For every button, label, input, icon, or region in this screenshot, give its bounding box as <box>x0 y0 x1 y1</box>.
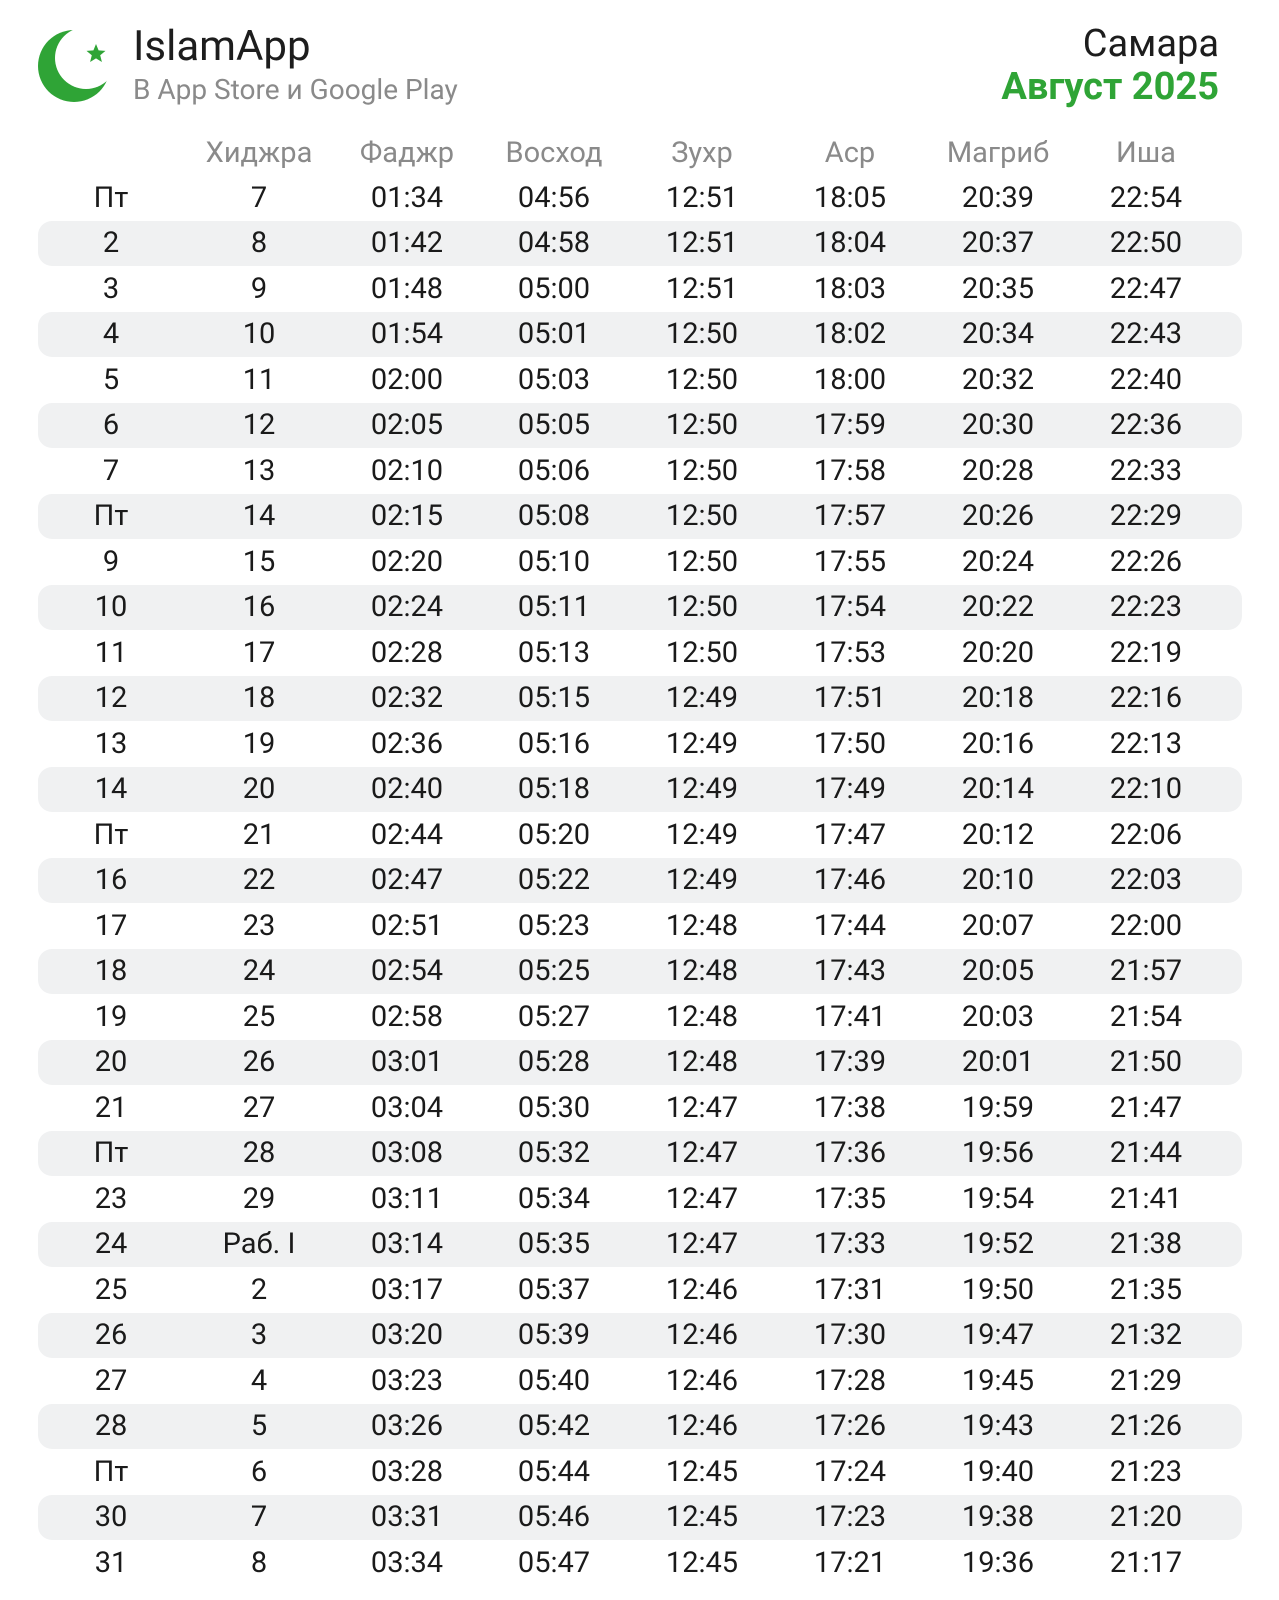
cell-maghrib: 20:26 <box>961 499 1035 534</box>
cell-dhuhr: 12:47 <box>665 1181 739 1216</box>
cell-day: Пт <box>93 499 129 534</box>
cell-sunrise: 05:44 <box>517 1454 591 1489</box>
cell-sunrise: 05:46 <box>517 1500 591 1535</box>
cell-hijri: 7 <box>250 1500 268 1535</box>
table-row <box>38 1313 1242 1359</box>
cell-asr: 17:54 <box>813 590 887 625</box>
table-row <box>38 1267 1242 1313</box>
header-sunrise: Восход <box>505 135 603 170</box>
cell-asr: 17:51 <box>813 681 887 716</box>
cell-dhuhr: 12:50 <box>665 499 739 534</box>
table-row <box>38 949 1242 995</box>
cell-isha: 22:03 <box>1109 863 1183 898</box>
cell-day: Пт <box>93 817 129 852</box>
cell-isha: 22:06 <box>1109 817 1183 852</box>
table-row <box>38 903 1242 949</box>
table-row <box>38 994 1242 1040</box>
cell-dhuhr: 12:50 <box>665 317 739 352</box>
cell-asr: 17:31 <box>813 1272 887 1307</box>
cell-maghrib: 20:22 <box>961 590 1035 625</box>
cell-hijri: 8 <box>250 226 268 261</box>
cell-day: 11 <box>94 635 128 670</box>
cell-isha: 22:26 <box>1109 544 1183 579</box>
table-row <box>38 266 1242 312</box>
cell-day: 21 <box>94 1090 128 1125</box>
cell-maghrib: 20:18 <box>961 681 1035 716</box>
table-row <box>38 721 1242 767</box>
cell-fajr: 01:42 <box>370 226 444 261</box>
cell-fajr: 03:17 <box>370 1272 444 1307</box>
cell-maghrib: 19:47 <box>961 1318 1035 1353</box>
app-title: IslamApp <box>133 22 311 71</box>
cell-hijri: 24 <box>242 954 276 989</box>
table-row <box>38 1085 1242 1131</box>
cell-fajr: 03:20 <box>370 1318 444 1353</box>
cell-hijri: Раб. I <box>222 1227 296 1262</box>
cell-day: 31 <box>94 1545 128 1580</box>
cell-asr: 17:53 <box>813 635 887 670</box>
cell-fajr: 03:01 <box>370 1045 444 1080</box>
cell-day: 2 <box>102 226 120 261</box>
cell-maghrib: 19:54 <box>961 1181 1035 1216</box>
cell-day: 17 <box>94 908 128 943</box>
cell-day: Пт <box>93 1454 129 1489</box>
cell-hijri: 12 <box>242 408 276 443</box>
table-row <box>38 1222 1242 1268</box>
cell-fajr: 02:58 <box>370 999 444 1034</box>
cell-hijri: 10 <box>242 317 276 352</box>
cell-day: 28 <box>94 1409 128 1444</box>
cell-sunrise: 05:42 <box>517 1409 591 1444</box>
table-row <box>38 312 1242 358</box>
cell-sunrise: 05:23 <box>517 908 591 943</box>
cell-isha: 22:43 <box>1109 317 1183 352</box>
header-asr: Аср <box>824 135 876 170</box>
cell-maghrib: 19:40 <box>961 1454 1035 1489</box>
cell-maghrib: 19:59 <box>961 1090 1035 1125</box>
cell-hijri: 15 <box>242 544 276 579</box>
cell-sunrise: 05:05 <box>517 408 591 443</box>
cell-day: 14 <box>94 772 128 807</box>
header-isha: Иша <box>1116 135 1176 170</box>
cell-day: 26 <box>94 1318 128 1353</box>
cell-dhuhr: 12:48 <box>665 999 739 1034</box>
cell-hijri: 29 <box>242 1181 276 1216</box>
cell-isha: 22:13 <box>1109 726 1183 761</box>
cell-asr: 18:02 <box>813 317 887 352</box>
cell-dhuhr: 12:48 <box>665 954 739 989</box>
cell-isha: 21:41 <box>1109 1181 1183 1216</box>
table-row <box>38 1404 1242 1450</box>
table-row <box>38 1358 1242 1404</box>
cell-fajr: 03:28 <box>370 1454 444 1489</box>
cell-sunrise: 05:34 <box>517 1181 591 1216</box>
cell-day: 16 <box>94 863 128 898</box>
cell-day: 20 <box>94 1045 128 1080</box>
cell-dhuhr: 12:47 <box>665 1136 739 1171</box>
cell-asr: 17:24 <box>813 1454 887 1489</box>
cell-hijri: 23 <box>242 908 276 943</box>
table-body <box>38 175 1242 1586</box>
table-row <box>38 630 1242 676</box>
cell-dhuhr: 12:51 <box>665 271 739 306</box>
cell-maghrib: 20:32 <box>961 362 1035 397</box>
cell-dhuhr: 12:46 <box>665 1409 739 1444</box>
cell-day: 23 <box>94 1181 128 1216</box>
cell-fajr: 01:48 <box>370 271 444 306</box>
cell-asr: 18:05 <box>813 180 887 215</box>
table-row <box>38 539 1242 585</box>
cell-maghrib: 20:24 <box>961 544 1035 579</box>
table-row <box>38 858 1242 904</box>
cell-isha: 21:57 <box>1109 954 1183 989</box>
table-row <box>38 403 1242 449</box>
cell-isha: 21:44 <box>1109 1136 1183 1171</box>
cell-fajr: 02:47 <box>370 863 444 898</box>
cell-fajr: 02:54 <box>370 954 444 989</box>
cell-isha: 22:50 <box>1109 226 1183 261</box>
cell-day: 19 <box>94 999 128 1034</box>
cell-sunrise: 05:03 <box>517 362 591 397</box>
cell-asr: 17:30 <box>813 1318 887 1353</box>
cell-hijri: 14 <box>242 499 276 534</box>
cell-asr: 17:59 <box>813 408 887 443</box>
table-row <box>38 1176 1242 1222</box>
cell-maghrib: 20:07 <box>961 908 1035 943</box>
cell-isha: 21:26 <box>1109 1409 1183 1444</box>
cell-sunrise: 05:40 <box>517 1363 591 1398</box>
cell-sunrise: 05:06 <box>517 453 591 488</box>
cell-dhuhr: 12:50 <box>665 362 739 397</box>
cell-day: 27 <box>94 1363 128 1398</box>
cell-dhuhr: 12:48 <box>665 1045 739 1080</box>
cell-maghrib: 20:14 <box>961 772 1035 807</box>
cell-isha: 21:20 <box>1109 1500 1183 1535</box>
cell-isha: 22:36 <box>1109 408 1183 443</box>
cell-day: Пт <box>93 180 129 215</box>
table-row <box>38 221 1242 267</box>
cell-day: 30 <box>94 1500 128 1535</box>
cell-isha: 21:29 <box>1109 1363 1183 1398</box>
header <box>0 0 1279 130</box>
cell-fajr: 02:00 <box>370 362 444 397</box>
cell-maghrib: 20:30 <box>961 408 1035 443</box>
cell-sunrise: 05:37 <box>517 1272 591 1307</box>
cell-isha: 22:29 <box>1109 499 1183 534</box>
cell-asr: 17:38 <box>813 1090 887 1125</box>
header-dhuhr: Зухр <box>671 135 733 170</box>
table-row <box>38 494 1242 540</box>
city-name: Самара <box>1082 22 1219 66</box>
cell-sunrise: 05:25 <box>517 954 591 989</box>
cell-day: 24 <box>94 1227 128 1262</box>
cell-hijri: 9 <box>250 271 268 306</box>
cell-isha: 22:10 <box>1109 772 1183 807</box>
cell-maghrib: 20:16 <box>961 726 1035 761</box>
cell-isha: 22:33 <box>1109 453 1183 488</box>
cell-day: 6 <box>102 408 120 443</box>
cell-fajr: 03:08 <box>370 1136 444 1171</box>
cell-sunrise: 05:30 <box>517 1090 591 1125</box>
cell-asr: 17:41 <box>813 999 887 1034</box>
cell-fajr: 02:15 <box>370 499 444 534</box>
cell-hijri: 6 <box>250 1454 268 1489</box>
table-row <box>38 1540 1242 1586</box>
cell-day: Пт <box>93 1136 129 1171</box>
cell-isha: 22:00 <box>1109 908 1183 943</box>
cell-asr: 17:26 <box>813 1409 887 1444</box>
cell-day: 13 <box>94 726 128 761</box>
cell-dhuhr: 12:45 <box>665 1454 739 1489</box>
table-row <box>38 1131 1242 1177</box>
crescent-star-icon <box>36 26 116 106</box>
header-fajr: Фаджр <box>359 135 455 170</box>
cell-maghrib: 20:03 <box>961 999 1035 1034</box>
cell-maghrib: 20:12 <box>961 817 1035 852</box>
cell-maghrib: 19:56 <box>961 1136 1035 1171</box>
cell-asr: 18:00 <box>813 362 887 397</box>
cell-hijri: 8 <box>250 1545 268 1580</box>
cell-sunrise: 05:32 <box>517 1136 591 1171</box>
table-header <box>38 130 1242 175</box>
cell-dhuhr: 12:49 <box>665 772 739 807</box>
cell-sunrise: 05:01 <box>517 317 591 352</box>
cell-sunrise: 05:11 <box>517 590 591 625</box>
table-row <box>38 448 1242 494</box>
cell-dhuhr: 12:47 <box>665 1090 739 1125</box>
cell-asr: 17:46 <box>813 863 887 898</box>
cell-asr: 18:04 <box>813 226 887 261</box>
cell-dhuhr: 12:49 <box>665 681 739 716</box>
cell-day: 4 <box>102 317 120 352</box>
cell-dhuhr: 12:47 <box>665 1227 739 1262</box>
cell-dhuhr: 12:48 <box>665 908 739 943</box>
cell-hijri: 25 <box>242 999 276 1034</box>
cell-sunrise: 05:08 <box>517 499 591 534</box>
cell-hijri: 28 <box>242 1136 276 1171</box>
cell-sunrise: 05:13 <box>517 635 591 670</box>
cell-fajr: 03:23 <box>370 1363 444 1398</box>
cell-sunrise: 05:16 <box>517 726 591 761</box>
cell-day: 10 <box>94 590 128 625</box>
cell-maghrib: 20:28 <box>961 453 1035 488</box>
cell-fajr: 02:51 <box>370 908 444 943</box>
cell-fajr: 03:14 <box>370 1227 444 1262</box>
header-hijri: Хиджра <box>205 135 313 170</box>
cell-isha: 22:16 <box>1109 681 1183 716</box>
cell-isha: 22:40 <box>1109 362 1183 397</box>
cell-dhuhr: 12:51 <box>665 180 739 215</box>
cell-hijri: 18 <box>242 681 276 716</box>
table-row <box>38 676 1242 722</box>
cell-sunrise: 05:35 <box>517 1227 591 1262</box>
cell-maghrib: 20:05 <box>961 954 1035 989</box>
cell-sunrise: 04:58 <box>517 226 591 261</box>
cell-dhuhr: 12:51 <box>665 226 739 261</box>
cell-maghrib: 20:10 <box>961 863 1035 898</box>
cell-dhuhr: 12:50 <box>665 590 739 625</box>
table-row <box>38 1495 1242 1541</box>
cell-maghrib: 20:35 <box>961 271 1035 306</box>
cell-asr: 17:36 <box>813 1136 887 1171</box>
cell-sunrise: 05:27 <box>517 999 591 1034</box>
cell-maghrib: 19:50 <box>961 1272 1035 1307</box>
cell-asr: 17:49 <box>813 772 887 807</box>
cell-fajr: 01:34 <box>370 180 444 215</box>
cell-dhuhr: 12:46 <box>665 1272 739 1307</box>
cell-fajr: 03:04 <box>370 1090 444 1125</box>
cell-maghrib: 19:45 <box>961 1363 1035 1398</box>
cell-dhuhr: 12:49 <box>665 726 739 761</box>
cell-fajr: 03:11 <box>370 1181 444 1216</box>
cell-dhuhr: 12:45 <box>665 1545 739 1580</box>
table-row <box>38 175 1242 221</box>
cell-dhuhr: 12:46 <box>665 1363 739 1398</box>
cell-fajr: 02:40 <box>370 772 444 807</box>
table-row <box>38 585 1242 631</box>
cell-hijri: 26 <box>242 1045 276 1080</box>
cell-isha: 21:32 <box>1109 1318 1183 1353</box>
prayer-times-table <box>38 130 1242 1586</box>
cell-asr: 17:43 <box>813 954 887 989</box>
table-row <box>38 1449 1242 1495</box>
cell-asr: 17:35 <box>813 1181 887 1216</box>
cell-dhuhr: 12:49 <box>665 817 739 852</box>
cell-sunrise: 05:47 <box>517 1545 591 1580</box>
cell-hijri: 2 <box>250 1272 268 1307</box>
cell-isha: 22:54 <box>1109 180 1183 215</box>
cell-dhuhr: 12:45 <box>665 1500 739 1535</box>
cell-asr: 17:58 <box>813 453 887 488</box>
cell-hijri: 4 <box>250 1363 268 1398</box>
cell-day: 7 <box>102 453 120 488</box>
cell-sunrise: 05:00 <box>517 271 591 306</box>
table-row <box>38 357 1242 403</box>
cell-isha: 21:50 <box>1109 1045 1183 1080</box>
cell-isha: 22:47 <box>1109 271 1183 306</box>
cell-fajr: 02:10 <box>370 453 444 488</box>
cell-hijri: 7 <box>250 180 268 215</box>
cell-dhuhr: 12:50 <box>665 408 739 443</box>
cell-day: 9 <box>102 544 120 579</box>
cell-fajr: 02:44 <box>370 817 444 852</box>
cell-asr: 17:50 <box>813 726 887 761</box>
cell-maghrib: 20:01 <box>961 1045 1035 1080</box>
cell-maghrib: 19:38 <box>961 1500 1035 1535</box>
cell-maghrib: 20:39 <box>961 180 1035 215</box>
cell-sunrise: 05:22 <box>517 863 591 898</box>
cell-hijri: 21 <box>242 817 276 852</box>
cell-fajr: 02:32 <box>370 681 444 716</box>
cell-hijri: 27 <box>242 1090 276 1125</box>
cell-maghrib: 20:20 <box>961 635 1035 670</box>
cell-asr: 17:39 <box>813 1045 887 1080</box>
cell-dhuhr: 12:50 <box>665 453 739 488</box>
cell-isha: 21:23 <box>1109 1454 1183 1489</box>
cell-fajr: 02:36 <box>370 726 444 761</box>
cell-day: 25 <box>94 1272 128 1307</box>
cell-maghrib: 19:52 <box>961 1227 1035 1262</box>
cell-asr: 17:28 <box>813 1363 887 1398</box>
cell-day: 3 <box>102 271 120 306</box>
cell-hijri: 16 <box>242 590 276 625</box>
cell-isha: 21:35 <box>1109 1272 1183 1307</box>
cell-dhuhr: 12:46 <box>665 1318 739 1353</box>
cell-day: 12 <box>94 681 128 716</box>
cell-fajr: 03:31 <box>370 1500 444 1535</box>
cell-sunrise: 05:18 <box>517 772 591 807</box>
cell-isha: 21:54 <box>1109 999 1183 1034</box>
cell-isha: 21:17 <box>1109 1545 1183 1580</box>
table-row <box>38 1040 1242 1086</box>
cell-day: 5 <box>102 362 120 397</box>
app-subtitle: В App Store и Google Play <box>133 73 458 106</box>
cell-fajr: 03:26 <box>370 1409 444 1444</box>
cell-maghrib: 20:34 <box>961 317 1035 352</box>
cell-asr: 17:47 <box>813 817 887 852</box>
cell-sunrise: 05:15 <box>517 681 591 716</box>
cell-fajr: 02:05 <box>370 408 444 443</box>
cell-hijri: 3 <box>250 1318 268 1353</box>
cell-isha: 21:38 <box>1109 1227 1183 1262</box>
cell-hijri: 17 <box>242 635 276 670</box>
cell-hijri: 11 <box>242 362 276 397</box>
cell-isha: 22:19 <box>1109 635 1183 670</box>
cell-day: 18 <box>94 954 128 989</box>
cell-sunrise: 05:10 <box>517 544 591 579</box>
cell-sunrise: 05:20 <box>517 817 591 852</box>
cell-maghrib: 20:37 <box>961 226 1035 261</box>
cell-dhuhr: 12:50 <box>665 635 739 670</box>
cell-fajr: 01:54 <box>370 317 444 352</box>
cell-hijri: 20 <box>242 772 276 807</box>
table-row <box>38 767 1242 813</box>
cell-maghrib: 19:43 <box>961 1409 1035 1444</box>
cell-hijri: 19 <box>242 726 276 761</box>
cell-isha: 21:47 <box>1109 1090 1183 1125</box>
cell-asr: 17:33 <box>813 1227 887 1262</box>
month-label: Август 2025 <box>1001 65 1219 109</box>
cell-sunrise: 05:39 <box>517 1318 591 1353</box>
cell-isha: 22:23 <box>1109 590 1183 625</box>
cell-fajr: 02:28 <box>370 635 444 670</box>
table-row <box>38 812 1242 858</box>
cell-asr: 17:23 <box>813 1500 887 1535</box>
cell-sunrise: 05:28 <box>517 1045 591 1080</box>
cell-asr: 17:55 <box>813 544 887 579</box>
cell-fajr: 03:34 <box>370 1545 444 1580</box>
cell-asr: 18:03 <box>813 271 887 306</box>
cell-asr: 17:44 <box>813 908 887 943</box>
cell-asr: 17:57 <box>813 499 887 534</box>
cell-asr: 17:21 <box>813 1545 887 1580</box>
cell-fajr: 02:24 <box>370 590 444 625</box>
cell-maghrib: 19:36 <box>961 1545 1035 1580</box>
cell-hijri: 22 <box>242 863 276 898</box>
cell-hijri: 13 <box>242 453 276 488</box>
cell-sunrise: 04:56 <box>517 180 591 215</box>
cell-dhuhr: 12:49 <box>665 863 739 898</box>
cell-fajr: 02:20 <box>370 544 444 579</box>
header-maghrib: Магриб <box>946 135 1050 170</box>
cell-hijri: 5 <box>250 1409 268 1444</box>
cell-dhuhr: 12:50 <box>665 544 739 579</box>
